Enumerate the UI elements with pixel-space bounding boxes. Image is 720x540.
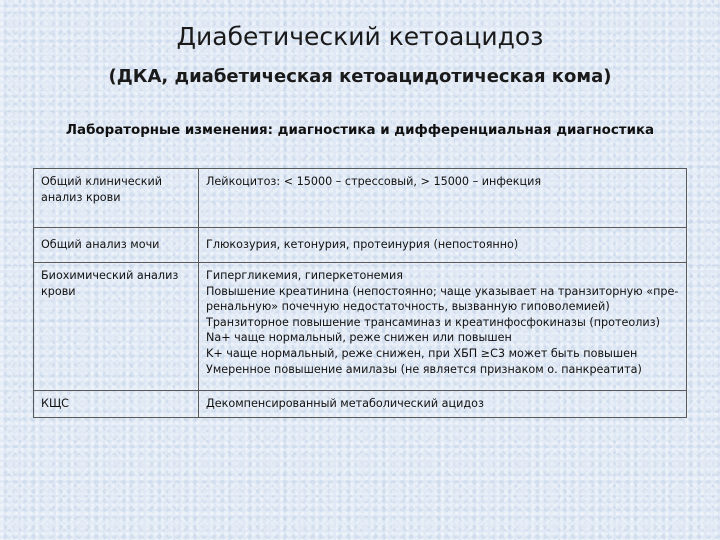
test-name-cell: Общий анализ мочи xyxy=(34,228,199,263)
findings-cell xyxy=(199,169,687,228)
table-row xyxy=(34,263,687,391)
finding-line: Лейкоцитоз: < 15000 – стрессовый, > 15000 – инфекция xyxy=(206,175,542,188)
test-name-cell: Общий клинический анализ крови xyxy=(34,169,199,228)
finding-line: Повышение креатинина (непостоянно; чаще указывает на транзиторную «пре-ренальную» почечную недостаточность, вызванную гиповолемией) xyxy=(206,284,679,314)
finding-line: Гипергликемия, гиперкетонемия xyxy=(206,269,403,282)
findings-cell xyxy=(199,391,687,418)
finding-line: Na+ чаще нормальный, реже снижен или повышен xyxy=(206,331,512,345)
table-row xyxy=(34,391,687,418)
finding-line: Декомпенсированный метаболический ацидоз xyxy=(206,397,484,410)
slide-title: Диабетический кетоацидоз xyxy=(176,22,544,51)
finding-line: K+ чаще нормальный, реже снижен, при ХБП ≥С3 может быть повышен xyxy=(206,346,638,360)
table-row xyxy=(34,228,687,263)
test-name-cell: КЩС xyxy=(34,391,199,418)
test-name-cell: Биохимический анализ крови xyxy=(34,263,199,391)
finding-line: Транзиторное повышение трансаминаз и креатинфосфокиназы (протеолиз) xyxy=(206,315,660,329)
table-row xyxy=(34,169,687,228)
finding-line: Глюкозурия, кетонурия, протеинурия (непостоянно) xyxy=(206,238,519,251)
section-heading: Лабораторные изменения: диагностика и дифференциальная диагностика xyxy=(65,123,655,138)
findings-cell xyxy=(199,263,687,391)
lab-findings-table xyxy=(33,168,687,418)
slide-subtitle: (ДКА, диабетическая кетоацидотическая кома) xyxy=(108,66,612,87)
findings-cell xyxy=(199,228,687,263)
finding-line: Умеренное повышение амилазы (не является признаком о. панкреатита) xyxy=(206,362,642,376)
